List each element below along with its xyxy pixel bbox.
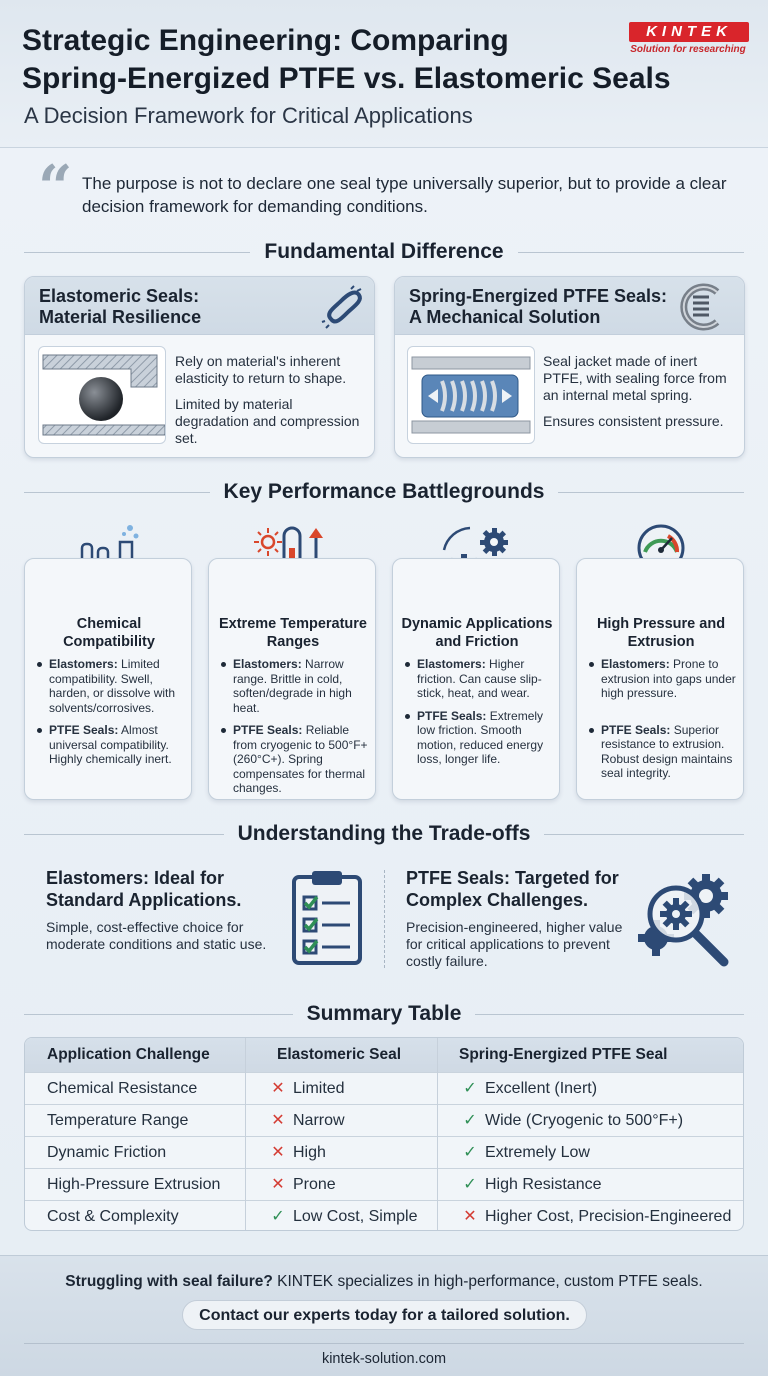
page-subtitle: A Decision Framework for Critical Applications bbox=[24, 103, 473, 128]
logo-text: KINTEK bbox=[629, 22, 749, 42]
tradeoff-divider bbox=[384, 870, 385, 968]
table-cell: Cost & Complexity bbox=[47, 1208, 179, 1225]
summary-table bbox=[24, 1037, 744, 1231]
perf-card-pressure bbox=[576, 558, 744, 800]
check-icon: ✓ bbox=[271, 1208, 285, 1225]
card-title: Spring-Energized PTFE Seals: A Mechanical Solution bbox=[409, 286, 668, 327]
cross-icon: ✕ bbox=[271, 1176, 285, 1193]
cross-icon: ✕ bbox=[463, 1208, 477, 1225]
cross-icon: ✕ bbox=[271, 1080, 285, 1097]
table-cell: ✓ Excellent (Inert) bbox=[461, 1073, 597, 1105]
perf-ptfe-point: PTFE Seals: Reliable from cryogenic to 500°F+ (260°C+). Spring compensates for thermal changes. bbox=[219, 723, 371, 796]
elastic-band-icon bbox=[321, 285, 365, 329]
ptfe-card bbox=[394, 276, 745, 458]
check-icon: ✓ bbox=[463, 1144, 477, 1161]
perf-card-temperature bbox=[208, 558, 376, 800]
perf-title: High Pressure and Extrusion bbox=[596, 616, 726, 650]
check-icon: ✓ bbox=[463, 1080, 477, 1097]
section-fundamental bbox=[24, 237, 744, 267]
quote-icon: “ bbox=[38, 153, 73, 223]
perf-elastomer-point: Elastomers: Prone to extrusion into gaps under high pressure. bbox=[587, 657, 739, 701]
table-row bbox=[25, 1168, 744, 1200]
table-cell: Chemical Resistance bbox=[47, 1080, 198, 1097]
column-header: Elastomeric Seal bbox=[277, 1046, 402, 1063]
tradeoff-elastomer-title: Elastomers: Ideal for Standard Applications. bbox=[46, 868, 242, 910]
table-cell: Temperature Range bbox=[47, 1112, 189, 1129]
perf-title: Dynamic Applications and Friction bbox=[401, 616, 553, 650]
gear-magnifier-icon bbox=[636, 866, 736, 970]
section-heading: Summary Table bbox=[306, 1002, 462, 1025]
cross-icon: ✕ bbox=[271, 1144, 285, 1161]
section-summary bbox=[24, 999, 744, 1029]
checklist-clipboard-icon bbox=[290, 867, 364, 967]
website-link[interactable]: kintek-solution.com bbox=[321, 1351, 447, 1367]
logo-tagline: Solution for researching bbox=[630, 44, 746, 55]
table-cell: ✕ Higher Cost, Precision-Engineered bbox=[461, 1201, 731, 1231]
section-performance bbox=[24, 477, 744, 507]
check-icon: ✓ bbox=[463, 1176, 477, 1193]
elastomeric-desc-1: Rely on material's inherent elasticity to return to shape. bbox=[175, 353, 347, 386]
table-cell: ✕ Prone bbox=[269, 1169, 336, 1201]
table-cell: High-Pressure Extrusion bbox=[47, 1176, 221, 1193]
table-row bbox=[25, 1136, 744, 1168]
check-icon: ✓ bbox=[463, 1112, 477, 1129]
perf-ptfe-point: PTFE Seals: Extremely low friction. Smooth motion, reduced energy loss, longer life. bbox=[403, 709, 555, 767]
elastomeric-desc-2: Limited by material degradation and compression set. bbox=[175, 396, 360, 446]
header bbox=[0, 0, 768, 148]
perf-ptfe-point: PTFE Seals: Almost universal compatibility. Highly chemically inert. bbox=[35, 723, 187, 767]
column-header: Spring-Energized PTFE Seal bbox=[459, 1046, 668, 1063]
perf-title: Extreme Temperature Ranges bbox=[218, 616, 368, 650]
kintek-logo[interactable] bbox=[623, 22, 753, 62]
table-row bbox=[25, 1072, 744, 1104]
perf-ptfe-point: PTFE Seals: Superior resistance to extrusion. Robust design maintains seal integrity. bbox=[587, 723, 739, 781]
cta-text: Struggling with seal failure? KINTEK specializes in high-performance, custom PTFE seals. bbox=[65, 1273, 703, 1290]
table-cell: ✕ Narrow bbox=[269, 1105, 345, 1137]
ptfe-desc-1: Seal jacket made of inert PTFE, with sealing force from an internal metal spring. bbox=[543, 353, 727, 403]
table-row bbox=[25, 1104, 744, 1136]
perf-elastomer-point: Elastomers: Limited compatibility. Swell, harden, or dissolve with solvents/corrosives. bbox=[35, 657, 187, 715]
table-cell: ✓ Low Cost, Simple bbox=[269, 1201, 418, 1231]
table-cell: ✓ High Resistance bbox=[461, 1169, 602, 1201]
tradeoff-elastomer-text: Simple, cost-effective choice for moderate conditions and static use. bbox=[46, 919, 267, 952]
section-heading: Understanding the Trade-offs bbox=[237, 822, 531, 845]
table-header-row bbox=[25, 1038, 744, 1072]
table-cell: ✓ Wide (Cryogenic to 500°F+) bbox=[461, 1105, 683, 1137]
contact-experts-button[interactable]: Contact our experts today for a tailored solution. bbox=[182, 1300, 587, 1330]
tradeoff-ptfe-title: PTFE Seals: Targeted for Complex Challenges. bbox=[406, 868, 619, 910]
table-cell: Dynamic Friction bbox=[47, 1144, 167, 1161]
ptfe-desc-2: Ensures consistent pressure. bbox=[543, 413, 724, 429]
perf-elastomer-point: Elastomers: Higher friction. Can cause slip-stick, heat, and wear. bbox=[403, 657, 555, 701]
intro-quote: The purpose is not to declare one seal type universally superior, but to provide a clear decision framework for demanding conditions. bbox=[82, 174, 727, 216]
elastomeric-card bbox=[24, 276, 375, 458]
table-cell: ✕ Limited bbox=[269, 1073, 345, 1105]
tradeoff-ptfe-text: Precision-engineered, higher value for critical applications to prevent costly failure. bbox=[406, 919, 623, 969]
perf-elastomer-point: Elastomers: Narrow range. Brittle in cold, soften/degrade in high heat. bbox=[219, 657, 371, 715]
section-tradeoffs bbox=[24, 819, 744, 849]
oring-illustration bbox=[38, 346, 166, 444]
spring-seal-illustration bbox=[407, 346, 535, 444]
page-title: Strategic Engineering: Comparing Spring-Energized PTFE vs. Elastomeric Seals bbox=[22, 24, 671, 95]
table-row bbox=[25, 1200, 744, 1231]
perf-title: Chemical Compatibility bbox=[63, 616, 155, 650]
table-cell: ✓ Extremely Low bbox=[461, 1137, 590, 1169]
c-spring-icon bbox=[677, 282, 727, 332]
card-title: Elastomeric Seals: Material Resilience bbox=[39, 286, 202, 327]
perf-card-chemical bbox=[24, 558, 192, 800]
perf-card-friction bbox=[392, 558, 560, 800]
section-heading: Fundamental Difference bbox=[264, 240, 504, 263]
column-header: Application Challenge bbox=[47, 1046, 210, 1063]
table-cell: ✕ High bbox=[269, 1137, 326, 1169]
section-heading: Key Performance Battlegrounds bbox=[223, 480, 545, 503]
cross-icon: ✕ bbox=[271, 1112, 285, 1129]
footer bbox=[0, 1255, 768, 1376]
